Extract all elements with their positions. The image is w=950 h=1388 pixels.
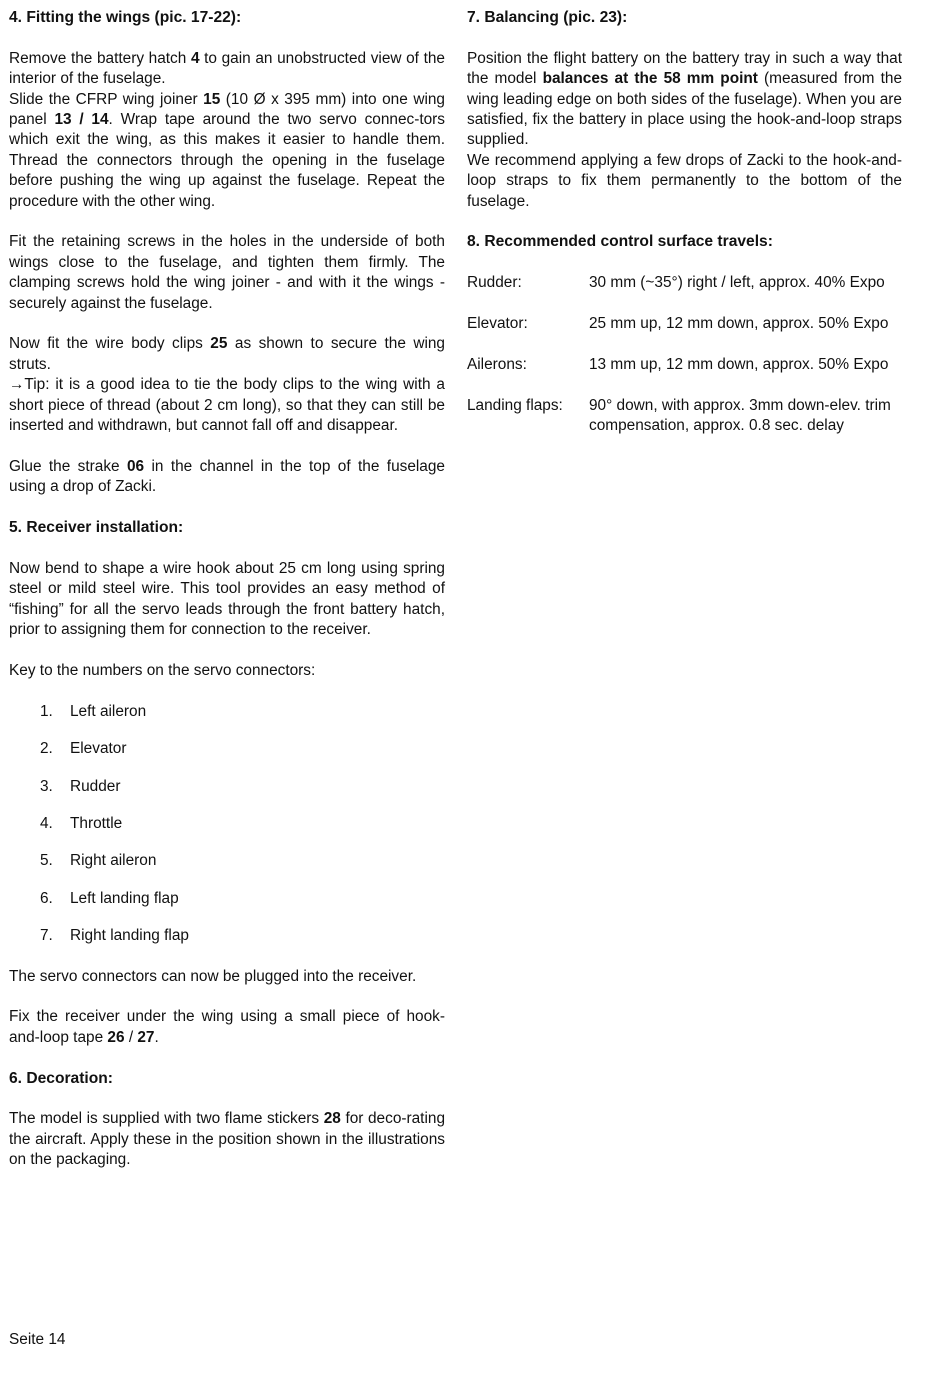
section-5-paragraph: Fix the receiver under the wing using a small piece of hook-and-loop tape 26 / 27. xyxy=(9,1008,445,1046)
travel-value: 90° down, with approx. 3mm down-elev. trim compensation, approx. 0.8 sec. delay xyxy=(589,396,891,435)
control-travels-table xyxy=(467,273,902,436)
bold-reference: balances at the 58 mm point xyxy=(542,70,758,88)
section-6-heading: 6. Decoration: xyxy=(9,1069,113,1087)
list-item-label: Rudder xyxy=(70,777,121,795)
list-item-label: Right landing flap xyxy=(70,927,189,945)
section-4-paragraph: Now fit the wire body clips 25 as shown to secure the wing struts. xyxy=(9,335,445,373)
list-item-label: Right aileron xyxy=(70,852,157,870)
bold-reference: 27 xyxy=(137,1028,155,1046)
right-column xyxy=(467,8,902,457)
list-item-number: 5. xyxy=(40,852,53,870)
left-column xyxy=(9,8,445,1171)
travel-row xyxy=(467,273,902,293)
list-item-number: 3. xyxy=(40,777,53,795)
travel-label: Elevator: xyxy=(467,315,528,333)
section-7-heading: 7. Balancing (pic. 23): xyxy=(467,9,628,26)
section-5-paragraph: The servo connectors can now be plugged into the receiver. xyxy=(9,967,417,985)
travel-row xyxy=(467,355,902,375)
section-7-paragraph: Position the flight battery on the battery tray in such a way that the model balances at the 58 mm point (measured from the wing leading edge on both sides of the fuselage). When you are satisfied, fix the battery in place using the hook-and-loop straps supplied. xyxy=(467,49,903,149)
section-5-heading: 5. Receiver installation: xyxy=(9,519,184,537)
list-item xyxy=(9,851,445,871)
travel-value: 13 mm up, 12 mm down, approx. 50% Expo xyxy=(589,355,889,373)
bold-reference: 25 xyxy=(210,335,228,353)
list-item xyxy=(9,926,445,946)
list-item xyxy=(9,777,445,797)
section-6-paragraph: The model is supplied with two flame stickers 28 for deco-rating the aircraft. Apply these in the position shown in the illustrations on the packaging. xyxy=(9,1110,445,1169)
travel-value: 25 mm up, 12 mm down, approx. 50% Expo xyxy=(589,315,889,333)
bold-reference: 15 xyxy=(203,90,221,108)
page-number: Seite 14 xyxy=(9,1331,66,1348)
bold-reference: 26 xyxy=(107,1028,125,1046)
travel-row xyxy=(467,396,902,437)
bold-reference: 06 xyxy=(126,457,145,475)
list-item-number: 2. xyxy=(40,740,53,758)
section-4-paragraph: Slide the CFRP wing joiner 15 (10 Ø x 395 mm) into one wing panel 13 / 14. Wrap tape around the two servo connec-tors which exit the wing, as this makes it easier to handle them. Thread the connectors through the opening in the fuselage before pushing the wing up against the fuselage. Repeat the procedure with the other wing. xyxy=(9,90,445,210)
list-item-label: Elevator xyxy=(70,740,127,758)
bold-reference: 13 / 14 xyxy=(54,111,109,129)
servo-connector-list xyxy=(9,702,445,947)
bold-reference: 28 xyxy=(323,1110,341,1128)
list-item-number: 7. xyxy=(40,927,53,945)
list-item-label: Throttle xyxy=(70,814,123,832)
bold-reference: 4 xyxy=(190,49,200,67)
list-item-label: Left aileron xyxy=(70,702,147,720)
tip-paragraph: →Tip: it is a good idea to tie the body clips to the wing with a short piece of thread (about 2 cm long), so that they can still be inserted and withdrawn, but cannot fall off and disappear. xyxy=(9,376,445,435)
list-item-number: 1. xyxy=(40,702,53,720)
section-4-paragraph: Glue the strake 06 in the channel in the top of the fuselage using a drop of Zacki. xyxy=(9,457,445,496)
section-8-heading: 8. Recommended control surface travels: xyxy=(467,233,773,251)
list-item-number: 6. xyxy=(40,889,53,907)
section-4-paragraph: Remove the battery hatch 4 to gain an unobstructed view of the interior of the fuselage. xyxy=(9,49,445,88)
list-item-number: 4. xyxy=(40,814,53,832)
list-item xyxy=(9,814,445,834)
travel-label: Rudder: xyxy=(467,274,522,292)
section-4-paragraph: Fit the retaining screws in the holes in the underside of both wings close to the fuselage, and tighten them firmly. The clamping screws hold the wing joiner - and with it the wings - securely against the fuselage. xyxy=(9,233,445,312)
travel-row xyxy=(467,314,902,334)
section-4-heading: 4. Fitting the wings (pic. 17-22): xyxy=(9,9,242,26)
list-item xyxy=(9,702,445,722)
section-5-paragraph: Now bend to shape a wire hook about 25 cm long using spring steel or mild steel wire. This tool provides an easy method of “fishing” for all the servo leads through the front battery hatch, prior to assigning them for connection to the receiver. xyxy=(9,559,445,639)
list-item xyxy=(9,889,445,909)
section-5-paragraph: Key to the numbers on the servo connectors: xyxy=(9,661,316,679)
list-item-label: Left landing flap xyxy=(70,889,179,907)
travel-label: Landing flaps: xyxy=(467,396,563,414)
section-7-paragraph: We recommend applying a few drops of Zacki to the hook-and-loop straps to fix them permanently to the bottom of the fuselage. xyxy=(467,151,902,210)
list-item xyxy=(9,739,445,759)
travel-label: Ailerons: xyxy=(467,355,527,373)
travel-value: 30 mm (~35°) right / left, approx. 40% Expo xyxy=(589,274,885,292)
